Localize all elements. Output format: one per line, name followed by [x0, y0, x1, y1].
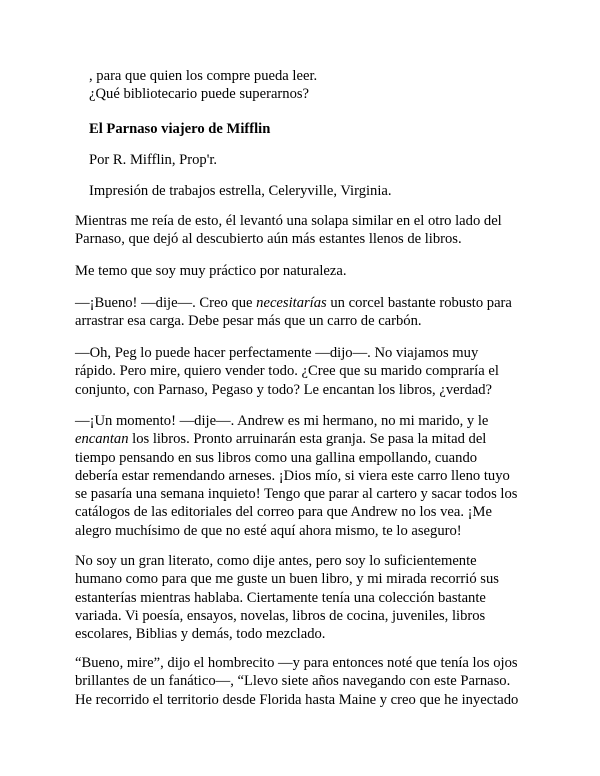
paragraph-line: Me temo que soy muy práctico por naturaleza.	[75, 263, 347, 279]
sign-title-text: El Parnaso viajero de Mifflin	[89, 121, 271, 137]
paragraph-text: un corcel bastante robusto para	[326, 295, 512, 311]
paragraph-text: —¡Bueno! —dije—. Creo que	[75, 295, 257, 311]
paragraph-line: catálogos de las editoriales del correo para que Andrew no los vea. ¡Me	[75, 504, 492, 521]
paragraph	[75, 294, 535, 331]
paragraph	[75, 552, 535, 643]
verse-block	[89, 67, 529, 103]
paragraph-line: tiempo pensando en sus libros como una gallina empollando, cuando	[75, 449, 478, 466]
paragraph-line: “Bueno, mire”, dijo el hombrecito —y para entonces noté que tenía los ojos	[75, 655, 518, 671]
verse-line: , para que quien los compre pueda leer.	[89, 68, 318, 84]
paragraph-line: Parnaso, que dejó al descubierto aún más estantes llenos de libros.	[75, 231, 462, 248]
paragraph-line: —¡Un momento! —dije—. Andrew es mi hermano, no mi marido, y le	[75, 413, 489, 429]
paragraph-line: debería estar remendando arneses. ¡Dios mío, si viera este carro lleno tuyo	[75, 467, 510, 484]
paragraph-line: humano como para que me guste un buen libro, y mi mirada recorrió sus	[75, 571, 499, 588]
paragraph-line	[75, 430, 535, 448]
paragraph	[75, 344, 535, 399]
paragraph-line: alegro muchísimo de que no esté aquí ahora mismo, te lo aseguro!	[75, 522, 462, 539]
paragraph-line: escolares, Biblias y demás, todo mezclado.	[75, 626, 326, 643]
sign-title	[89, 120, 529, 138]
paragraph	[75, 412, 535, 540]
sign-printing	[89, 182, 529, 200]
paragraph-line: No soy un gran literato, como dije antes, pero soy lo suficientemente	[75, 553, 477, 569]
sign-owner	[89, 151, 529, 169]
paragraph-text: los libros. Pronto arruinarán esta granja. Se pasa la mitad del	[128, 431, 487, 448]
paragraph-line: He recorrido el territorio desde Florida hasta Maine y creo que he inyectado	[75, 691, 519, 708]
paragraph-line: variada. Vi poesía, ensayos, novelas, libros de cocina, juveniles, libros	[75, 607, 486, 624]
paragraph-line	[75, 294, 535, 312]
emphasis-text: necesitarías	[256, 295, 327, 311]
paragraph	[75, 212, 535, 249]
paragraph-line: estanterías mientras hablaba. Ciertamente tenía una colección bastante	[75, 589, 486, 606]
paragraph-line: —Oh, Peg lo puede hacer perfectamente —dijo—. No viajamos muy	[75, 345, 479, 361]
paragraph-line: brillantes de un fanático—, “Llevo siete años navegando con este Parnaso.	[75, 673, 511, 690]
paragraph	[75, 262, 535, 280]
paragraph	[75, 654, 535, 709]
paragraph-line: conjunto, con Parnaso, Pegaso y todo? Le encantan los libros, ¿verdad?	[75, 381, 493, 398]
paragraph-line: rápido. Pero mire, quiero vender todo. ¿Cree que su marido compraría el	[75, 363, 499, 380]
paragraph-line: se pasaría una semana inquieto! Tengo que parar al cartero y sacar todos los	[75, 486, 518, 503]
emphasis-text: encantan	[75, 431, 129, 448]
verse-line: ¿Qué bibliotecario puede superarnos?	[89, 86, 310, 102]
paragraph-line: Mientras me reía de esto, él levantó una solapa similar en el otro lado del	[75, 213, 502, 229]
sign-owner-text: Por R. Mifflin, Prop'r.	[89, 152, 218, 168]
paragraph-line: arrastrar esa carga. Debe pesar más que un carro de carbón.	[75, 313, 422, 330]
sign-printing-text: Impresión de trabajos estrella, Celeryville, Virginia.	[89, 183, 392, 199]
